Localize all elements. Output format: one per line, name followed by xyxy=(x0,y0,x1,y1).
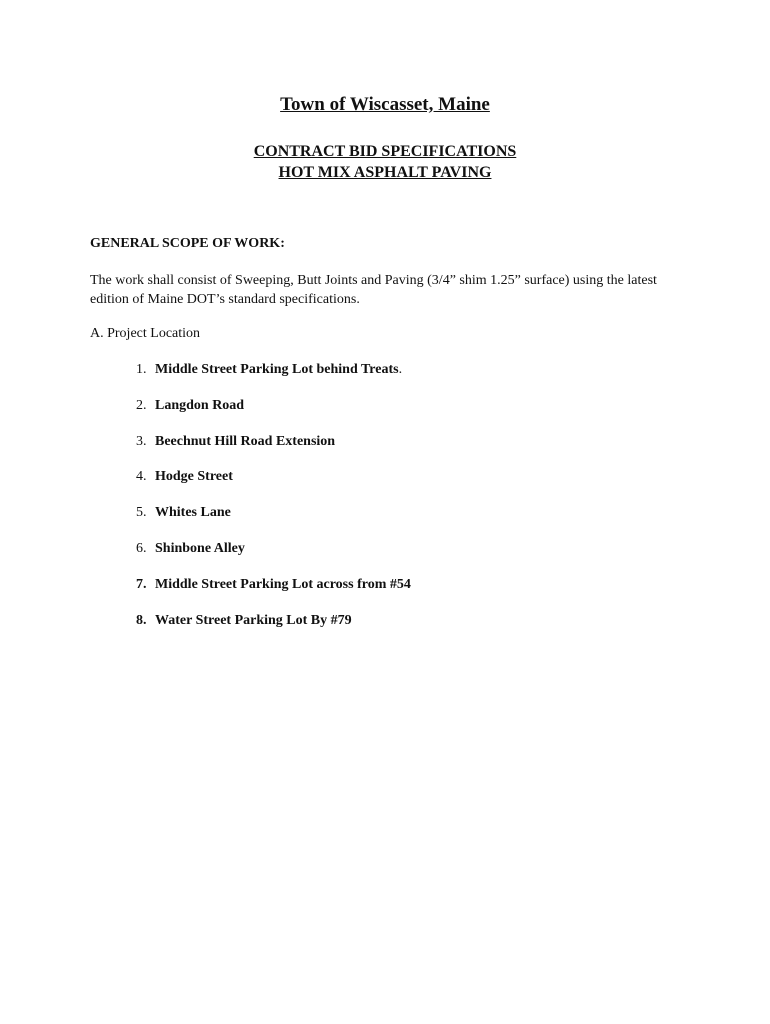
location-number: 4. xyxy=(136,469,147,485)
location-number: 8. xyxy=(136,612,147,628)
document-title: Town of Wiscasset, Maine xyxy=(280,94,490,115)
location-name: Middle Street Parking Lot behind Treats xyxy=(155,362,399,377)
location-number: 5. xyxy=(136,505,147,521)
section-heading-scope: GENERAL SCOPE OF WORK: xyxy=(90,236,285,251)
location-item xyxy=(136,432,411,468)
location-name: Middle Street Parking Lot across from #54 xyxy=(155,576,411,592)
location-number: 3. xyxy=(136,433,147,449)
location-number: 6. xyxy=(136,540,147,556)
location-list xyxy=(136,360,411,646)
location-name: Langdon Road xyxy=(155,397,245,413)
location-item xyxy=(136,539,411,575)
location-name: Shinbone Alley xyxy=(155,540,245,556)
location-item xyxy=(136,396,411,432)
location-name: Beechnut Hill Road Extension xyxy=(155,433,336,449)
location-number: 2. xyxy=(136,397,147,413)
location-number: 7. xyxy=(136,576,147,592)
subtitle-contract: CONTRACT BID SPECIFICATIONS xyxy=(253,143,517,160)
subtitle-paving: HOT MIX ASPHALT PAVING xyxy=(278,164,492,181)
location-name: Hodge Street xyxy=(155,469,233,485)
location-name: Whites Lane xyxy=(155,505,231,521)
location-name: Water Street Parking Lot By #79 xyxy=(155,612,352,628)
location-item xyxy=(136,611,411,647)
location-item xyxy=(136,575,411,611)
location-number: 1. xyxy=(136,362,147,377)
location-item xyxy=(136,360,411,396)
location-item xyxy=(136,503,411,539)
scope-paragraph: The work shall consist of Sweeping, Butt Joints and Paving (3/4” shim 1.25” surface) using the latest edition of Maine DOT’s standard specifications. xyxy=(90,273,657,307)
location-item xyxy=(136,467,411,503)
location-suffix: . xyxy=(398,362,403,377)
subtitle-block xyxy=(0,141,770,183)
project-location-label: A. Project Location xyxy=(90,326,201,341)
